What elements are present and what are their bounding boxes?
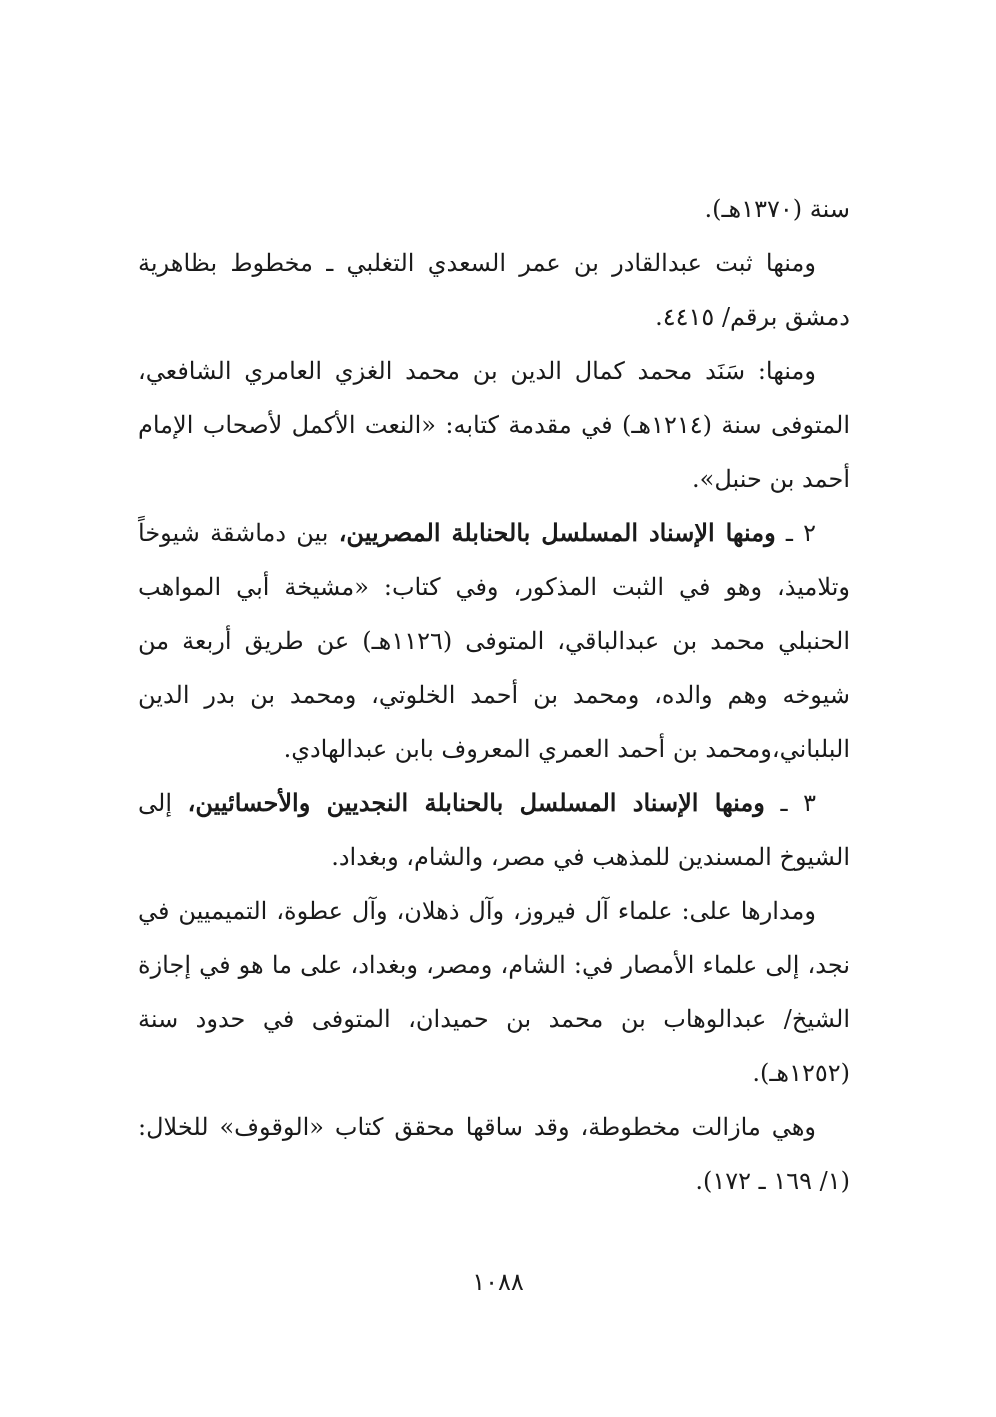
paragraph-3-text: ومنها: سَنَد محمد كمال الدين بن محمد الغزي العامري الشافعي، المتوفى سنة (١٢١٤هـ) في مقدمة كتابه: «النعت الأكمل لأصحاب الإمام أحمد بن حنبل».	[138, 357, 850, 493]
paragraph-6	[138, 884, 850, 1100]
paragraph-5-heading: ومنها الإسناد المسلسل بالحنابلة النجديين والأحسائيين،	[187, 788, 765, 817]
paragraph-7	[138, 1100, 850, 1208]
paragraph-5-text: إلى الشيوخ المسندين للمذهب في مصر، والشام، وبغداد.	[138, 789, 850, 871]
paragraph-1	[138, 182, 850, 236]
paragraph-4-text: بين دماشقة شيوخاً وتلاميذ، وهو في الثبت المذكور، وفي كتاب: «مشيخة أبي المواهب الحنبلي محمد بن عبدالباقي، المتوفى (١١٢٦هـ) عن طريق أربعة من شيوخه وهم والده، ومحمد بن أحمد الخلوتي، ومحمد بن بدر الدين البلباني،ومحمد بن أحمد العمري المعروف بابن عبدالهادي.	[138, 519, 850, 763]
paragraph-4	[138, 506, 850, 776]
paragraph-1-text: سنة (١٣٧٠هـ).	[704, 195, 850, 223]
paragraph-3	[138, 344, 850, 506]
paragraph-5	[138, 776, 850, 884]
paragraph-6-text: ومدارها على: علماء آل فيروز، وآل ذهلان، وآل عطوة، التميميين في نجد، إلى علماء الأمصار في: الشام، ومصر، وبغداد، على ما هو في إجازة الشيخ/ عبدالوهاب بن محمد بن حميدان، المتوفى في حدود سنة (١٢٥٢هـ).	[138, 897, 850, 1087]
page-number: ١٠٨٨	[472, 1268, 524, 1296]
paragraph-2-text: ومنها ثبت عبدالقادر بن عمر السعدي التغلبي ـ مخطوط بظاهرية دمشق برقم/ ٤٤١٥.	[138, 249, 850, 331]
paragraph-4-heading: ومنها الإسناد المسلسل بالحنابلة المصريين،	[338, 518, 776, 547]
body-text	[138, 182, 850, 1208]
paragraph-5-number: ٣ ـ	[764, 789, 816, 817]
paragraph-2	[138, 236, 850, 344]
paragraph-4-number: ٢ ـ	[775, 519, 817, 547]
paragraph-7-text: وهي مازالت مخطوطة، وقد ساقها محقق كتاب «الوقوف» للخلال: (١/ ١٦٩ ـ ١٧٢).	[138, 1113, 850, 1195]
